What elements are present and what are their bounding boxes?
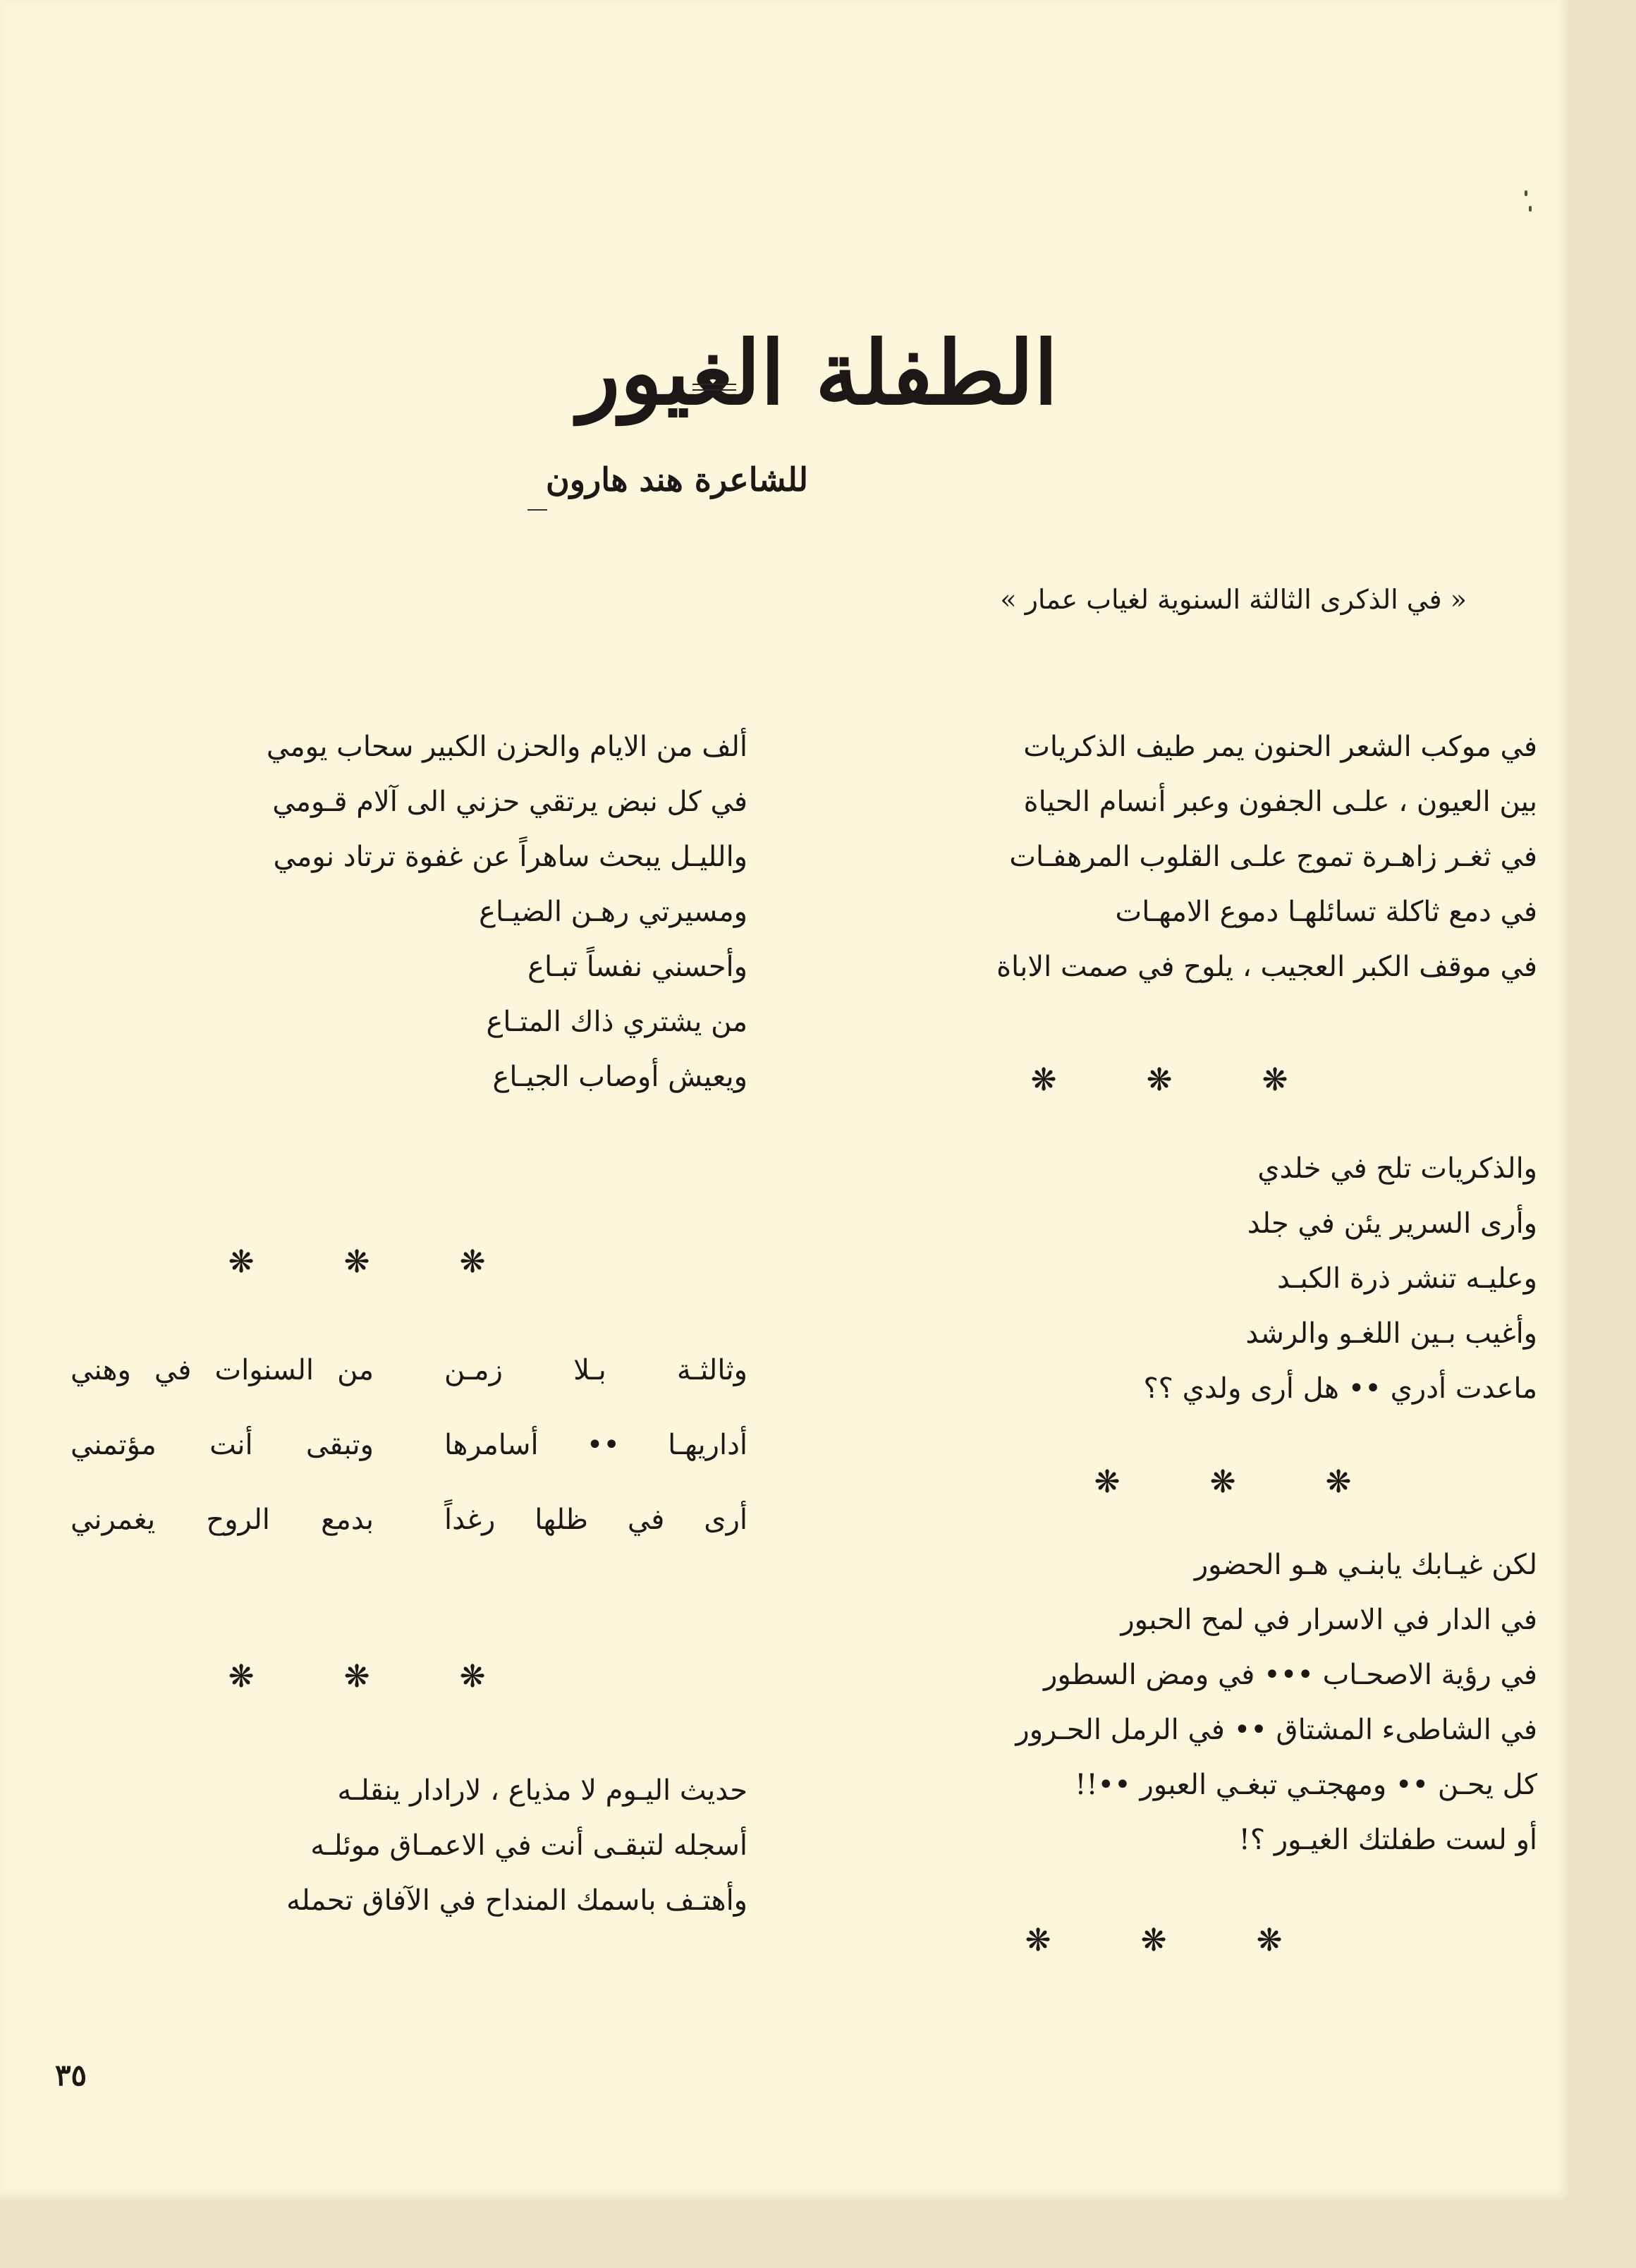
section-separator (1030, 1059, 1289, 1102)
verse-line: في موقف الكبر العجيب ، يلوح في صمت الاباة (996, 951, 1537, 983)
asterisk-ornament: ❋ (1325, 1464, 1352, 1500)
page-number: ٣٥ (55, 2058, 87, 2092)
verse-line: في موكب الشعر الحنون يمر طيف الذكريات (1023, 731, 1537, 763)
first-hemistich: وثالثـة بـلا زمـن (444, 1354, 747, 1386)
poet-byline: للشاعرة هند هارون (545, 461, 809, 499)
verse-line: في دمع ثاكلة تسائلهـا دموع الامهـات (1115, 896, 1537, 928)
verse-line: في كل نبض يرتقي حزني الى آلام قـومي (272, 786, 747, 818)
verse-line: أو لست طفلتك الغيـور ؟! (1238, 1824, 1537, 1856)
verse-line: في الشاطىء المشتاق •• في الرمل الحـرور (1015, 1714, 1537, 1746)
dedication-line: « في الذكرى الثالثة السنوية لغياب عمار » (1000, 584, 1467, 615)
asterisk-ornament: ❋ (459, 1244, 486, 1280)
verse-line: وأغيب بـين اللغـو والرشد (1245, 1317, 1537, 1350)
verse-line: في رؤية الاصحـاب ••• في ومض السطور (1044, 1659, 1537, 1691)
stanza-left-1 (267, 719, 747, 1104)
asterisk-ornament: ❋ (228, 1244, 255, 1280)
asterisk-ornament: ❋ (343, 1659, 370, 1695)
verse-line: ويعيش أوصاب الجيـاع (492, 1061, 747, 1093)
byline-underline (527, 509, 547, 511)
stanza-left-2 (42, 1333, 747, 1566)
section-separator (227, 1656, 487, 1698)
asterisk-ornament: ❋ (1030, 1062, 1057, 1098)
verse-line: في الدار في الاسرار في لمح الحبور (1121, 1604, 1537, 1636)
asterisk-ornament: ❋ (1025, 1922, 1051, 1958)
title-ornament (692, 384, 736, 391)
right-column (874, 719, 1537, 1961)
verse-line: والذكريات تلح في خلدي (1257, 1152, 1537, 1185)
verse-line: والليـل يبحث ساهراً عن غفوة ترتاد نومي (273, 841, 747, 873)
section-separator (1093, 1461, 1353, 1504)
second-hemistich: وتبقى أنت مؤتمني (71, 1429, 374, 1461)
stanza-left-3 (286, 1763, 747, 1928)
asterisk-ornament: ❋ (1209, 1464, 1236, 1500)
verse-line: كل يحـن •• ومهجتـي تبغـي العبور ••!! (1075, 1769, 1537, 1801)
asterisk-ornament: ❋ (1262, 1062, 1288, 1098)
first-hemistich: أداريهـا •• أسامرها (444, 1429, 747, 1461)
section-separator (1024, 1920, 1283, 1962)
verse-line: ماعدت أدري •• هل أرى ولدي ؟؟ (1143, 1372, 1537, 1405)
verse-line: وأحسني نفساً تبـاع (527, 951, 747, 983)
asterisk-ornament: ❋ (1140, 1922, 1167, 1958)
verse-line: وأرى السرير يئن في جلد (1247, 1207, 1537, 1240)
verse-line: أسجله لتبقـى أنت في الاعمـاق موئلـه (310, 1829, 747, 1862)
stanza-right-2 (1143, 1141, 1537, 1416)
left-column (42, 719, 747, 1961)
verse-line: ألف من الايام والحزن الكبير سحاب يومي (266, 731, 747, 763)
asterisk-ornament: ❋ (1256, 1922, 1283, 1958)
asterisk-ornament: ❋ (343, 1244, 370, 1280)
verse-line: في ثغـر زاهـرة تموج علـى القلوب المرهفـات (1009, 841, 1537, 873)
verse-row (71, 1482, 747, 1557)
second-hemistich: من السنوات في وهني (71, 1354, 374, 1386)
stanza-right-3 (1015, 1537, 1537, 1867)
asterisk-ornament: ❋ (1146, 1062, 1173, 1098)
verse-line: من يشتري ذاك المتـاع (486, 1006, 747, 1038)
asterisk-ornament: ❋ (228, 1659, 255, 1695)
verse-row (71, 1333, 747, 1408)
first-hemistich: أرى في ظلها رغداً (444, 1504, 747, 1536)
paper-speck (1523, 190, 1537, 219)
verse-line: لكن غيـابك يابنـي هـو الحضور (1194, 1549, 1537, 1581)
verse-line: وعليـه تنشر ذرة الكبـد (1276, 1262, 1537, 1295)
verse-line: وأهتـف باسمك المنداح في الآفاق تحمله (286, 1884, 747, 1917)
poem-title: الطفلة الغيور (578, 322, 1058, 425)
asterisk-ornament: ❋ (1094, 1464, 1121, 1500)
second-hemistich: بدمع الروح يغمرني (71, 1504, 374, 1536)
verse-line: حديث اليـوم لا مذياع ، لارادار ينقلـه (337, 1774, 747, 1807)
verse-line: بين العيون ، علـى الجفون وعبر أنسام الحياة (1023, 786, 1537, 818)
verse-row (71, 1408, 747, 1482)
section-separator (227, 1241, 487, 1284)
asterisk-ornament: ❋ (459, 1659, 486, 1695)
stanza-right-1 (996, 719, 1537, 994)
verse-line: ومسيرتي رهـن الضيـاع (479, 896, 747, 928)
